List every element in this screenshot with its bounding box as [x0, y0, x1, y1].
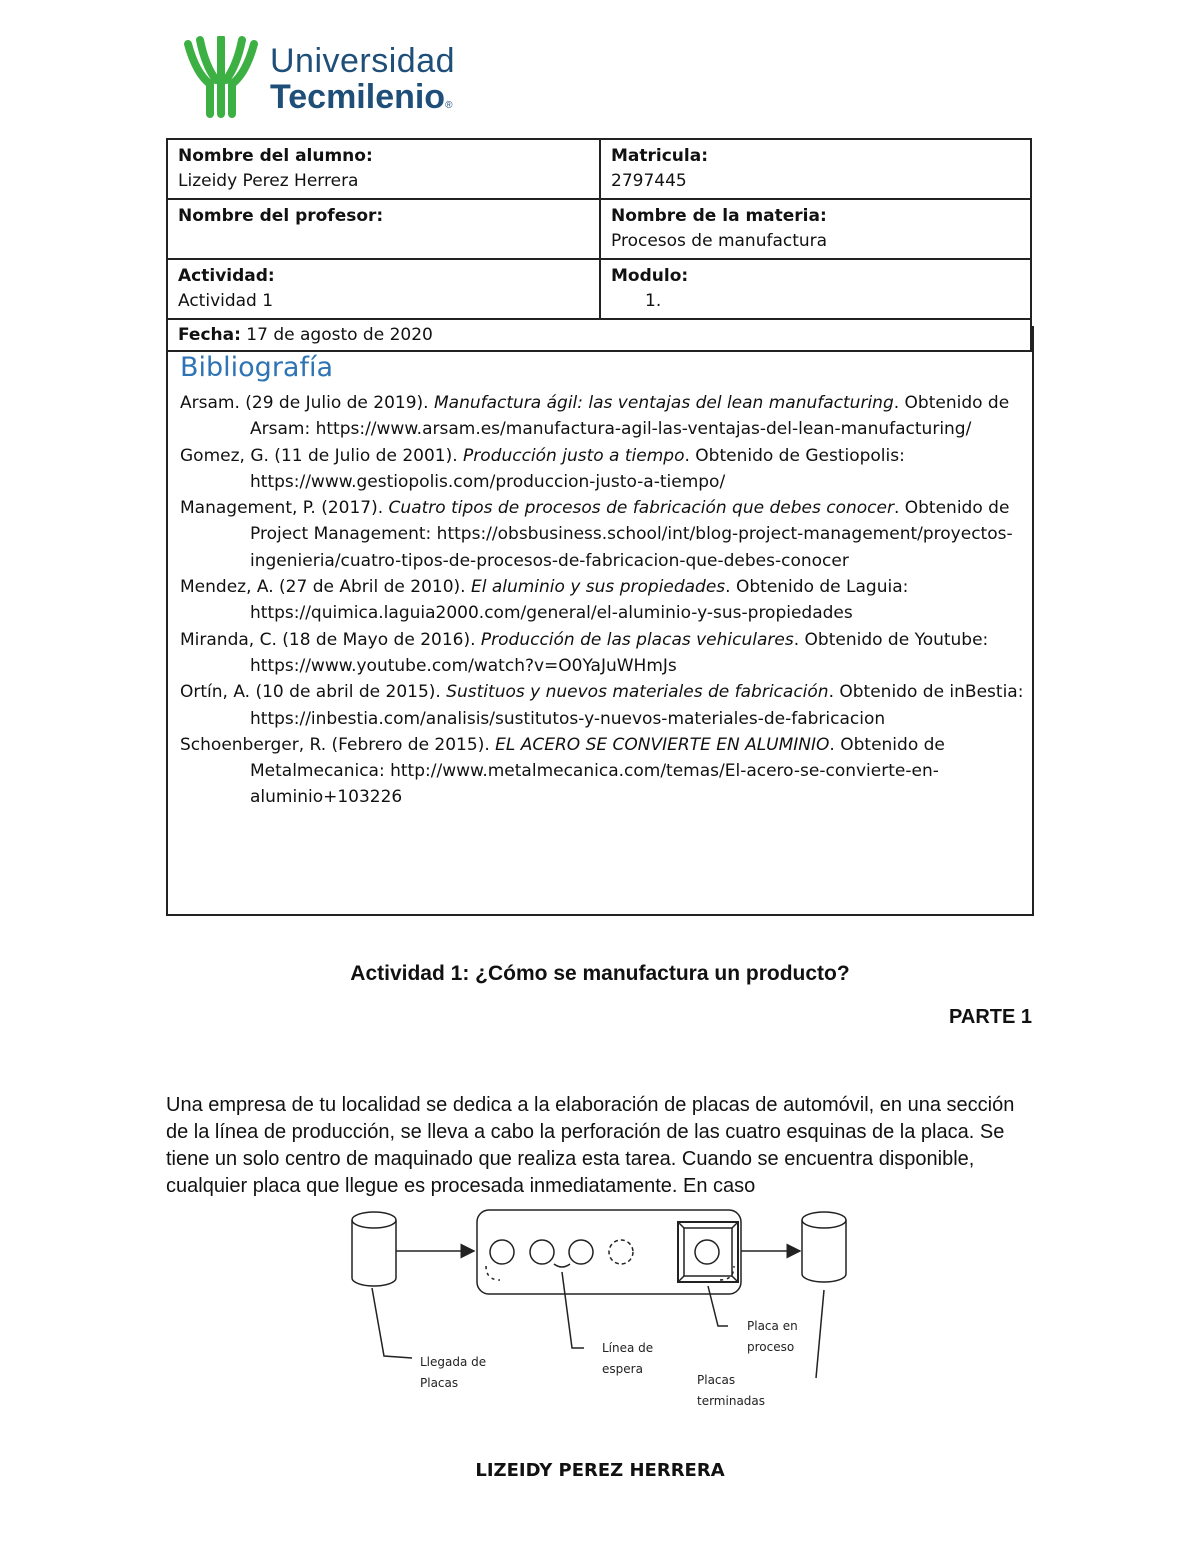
- reference-item: Arsam. (29 de Julio de 2019). Manufactura ágil: las ventajas del lean manufacturing. Obtenido de Arsam: https://www.arsam.es/manufactura-agil-las-ventajas-del-lean-manufacturing/: [180, 393, 1010, 440]
- modulo-label: Modulo:: [611, 266, 689, 286]
- label-placas-terminadas: Placas terminadas: [697, 1373, 766, 1408]
- reference-item: Gomez, G. (11 de Julio de 2001). Producción justo a tiempo. Obtenido de Gestiopolis: https://www.gestiopolis.com/produccion-justo-a-tiempo/: [180, 445, 905, 492]
- logo-mark-icon: [180, 36, 262, 118]
- reference-item: Ortín, A. (10 de abril de 2015). Sustituos y nuevos materiales de fabricación. Obtenido de inBestia: https://inbestia.com/analisis/sustitutos-y-nuevos-materiales-de-fabricacion: [180, 682, 1024, 729]
- parte-heading: PARTE 1: [949, 1006, 1032, 1028]
- reference-item: Schoenberger, R. (Febrero de 2015). EL ACERO SE CONVIERTE EN ALUMINIO. Obtenido de Metalmecanica: http://www.metalmecanica.com/temas/El-acero-se-convierte-en-aluminio+103226: [180, 734, 945, 808]
- matricula-cell: [600, 139, 1031, 199]
- label-llegada: Llegada de Placas: [420, 1355, 487, 1390]
- matricula-label: Matricula:: [611, 146, 709, 166]
- profesor-value: [178, 229, 589, 254]
- reference-item: Mendez, A. (27 de Abril de 2010). El aluminio y sus propiedades. Obtenido de Laguia: https://quimica.laguia2000.com/general/el-aluminio-y-sus-propiedades: [180, 577, 909, 624]
- modulo-cell: [600, 259, 1031, 319]
- actividad-label: Actividad:: [178, 266, 275, 286]
- matricula-value: 2797445: [611, 171, 687, 191]
- reference-item: Miranda, C. (18 de Mayo de 2016). Producción de las placas vehiculares. Obtenido de Youtube: https://www.youtube.com/watch?v=O0YaJuWHmJs: [180, 629, 989, 676]
- profesor-label: Nombre del profesor:: [178, 206, 384, 226]
- alumno-value: Lizeidy Perez Herrera: [178, 171, 359, 191]
- profesor-cell: [167, 199, 600, 259]
- logo-tecmilenio: Tecmilenio®: [270, 78, 453, 116]
- university-logo: [180, 36, 480, 118]
- reference-item: Management, P. (2017). Cuatro tipos de procesos de fabricación que debes conocer. Obtenido de Project Management: https://obsbusiness.school/int/blog-project-management/proyectos-ingenieria/cuatro-tipos-de-procesos-de-fabricacion-que-debes-conocer: [180, 498, 1013, 571]
- label-linea-espera: Línea de espera: [602, 1341, 654, 1376]
- alumno-cell: [167, 139, 600, 199]
- input-storage-icon: [352, 1212, 396, 1286]
- bibliography-section: [166, 326, 1034, 916]
- student-info-table: [166, 138, 1032, 352]
- alumno-label: Nombre del alumno:: [178, 146, 373, 166]
- activity-paragraph: Una empresa de tu localidad se dedica a la elaboración de placas de automóvil, en una sección de la línea de producción, se lleva a cabo la perforación de las cuatro esquinas de la placa. Se tiene un solo centro de maquinado que realiza esta tarea. Cuando se encuentra disponible, cualquier placa que llegue es procesada inmediatamente. En caso: [166, 1094, 1015, 1197]
- logo-universidad: Universidad: [270, 42, 456, 80]
- process-diagram: [340, 1200, 860, 1420]
- fecha-value: 17 de agosto de 2020: [240, 325, 433, 345]
- activity-title: Actividad 1: ¿Cómo se manufactura un producto?: [350, 962, 850, 985]
- label-placa-proceso: Placa en proceso: [747, 1319, 798, 1354]
- materia-cell: [600, 199, 1031, 259]
- materia-label: Nombre de la materia:: [611, 206, 827, 226]
- actividad-cell: [167, 259, 600, 319]
- output-storage-icon: [802, 1212, 846, 1282]
- fecha-label: Fecha:: [178, 325, 241, 345]
- reference-list: [180, 390, 1026, 811]
- process-diagram-svg: [340, 1200, 860, 1420]
- modulo-value: 1.: [645, 291, 662, 311]
- actividad-value: Actividad 1: [178, 291, 274, 311]
- footer-author: LIZEIDY PEREZ HERRERA: [475, 1460, 725, 1481]
- materia-value: Procesos de manufactura: [611, 231, 828, 251]
- bibliography-title: Bibliografía: [180, 352, 334, 383]
